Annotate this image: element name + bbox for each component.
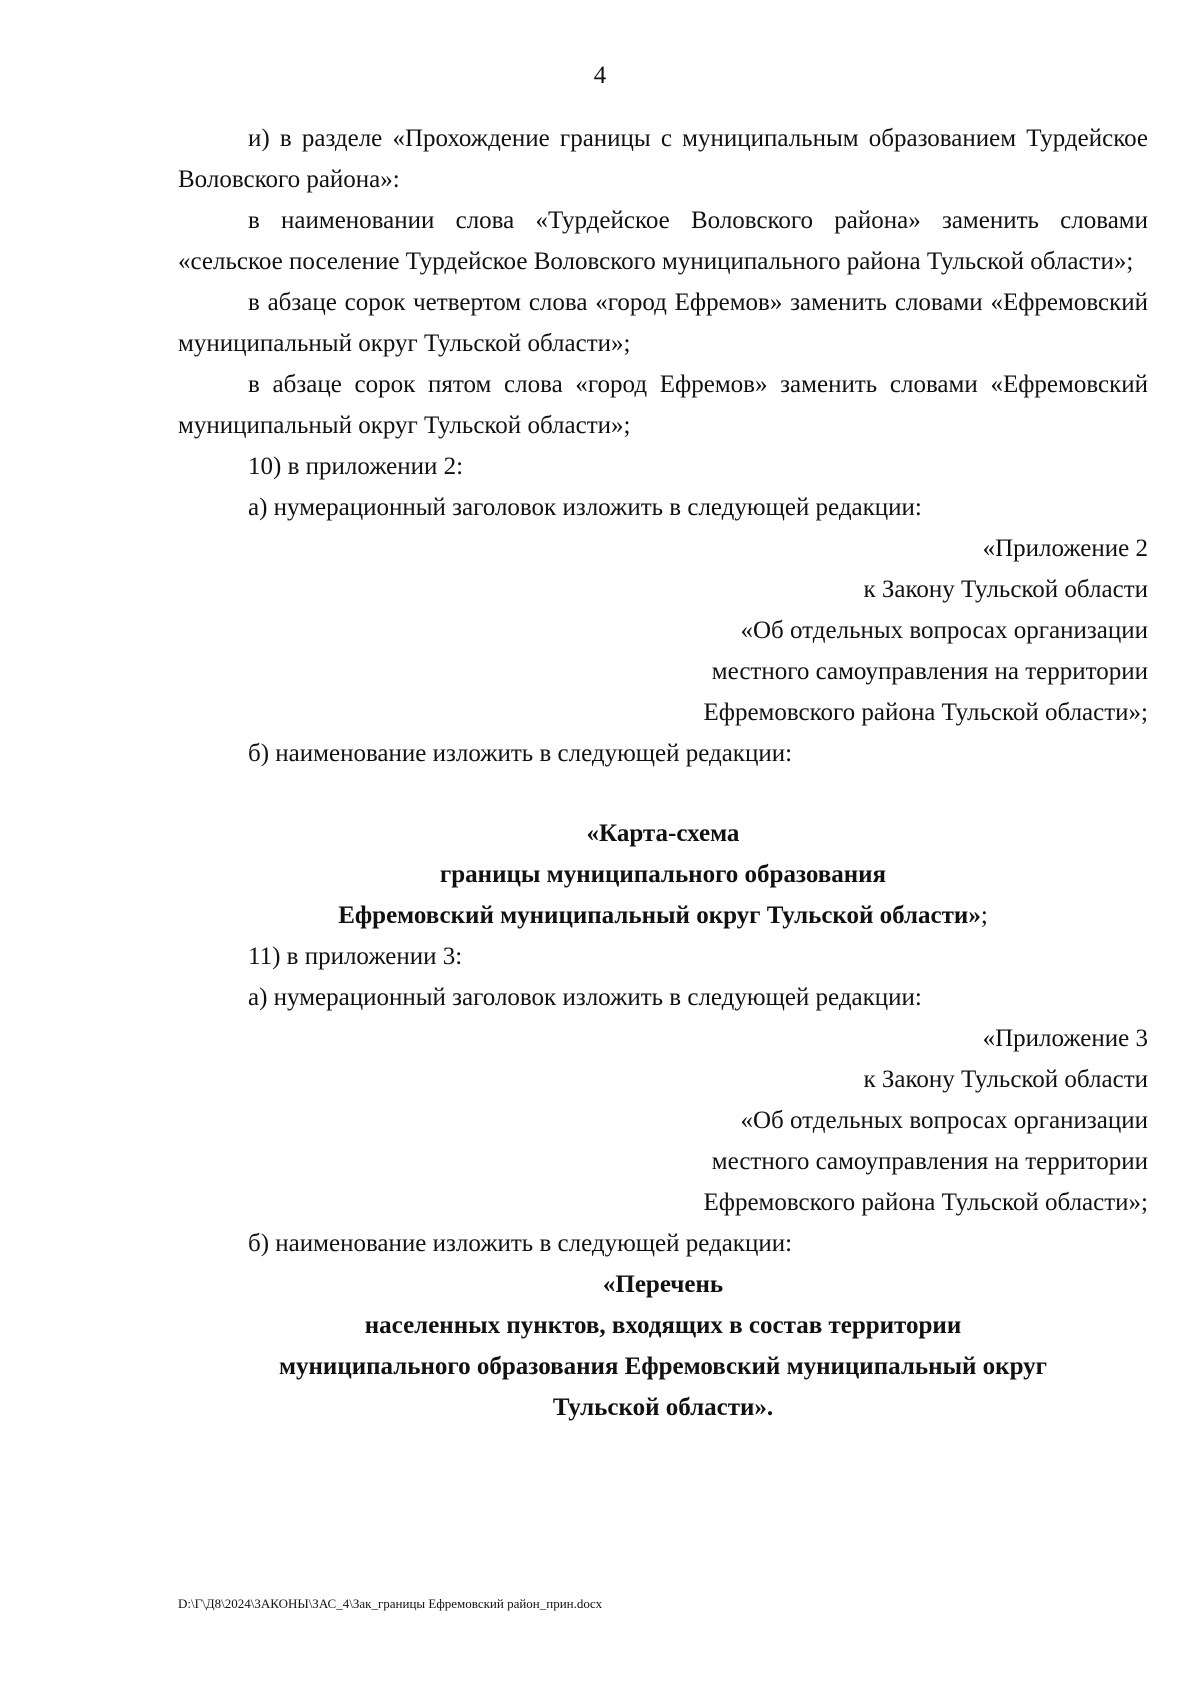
appendix-header-line: Ефремовского района Тульской области»; [703, 1189, 1148, 1216]
item-10-intro: 10) в приложении 2: [248, 453, 464, 480]
appendix-header-line: местного самоуправления на территории [711, 1148, 1148, 1175]
appendix-header-line: «Об отдельных вопросах организации [740, 1107, 1148, 1134]
item-11-a: а) нумерационный заголовок изложить в следующей редакции: [248, 984, 922, 1011]
title-line: «Перечень [602, 1271, 724, 1298]
appendix-2-title [178, 813, 1148, 936]
paragraph-item-i-name: в наименовании слова «Турдейское Воловского района» заменить словами «сельское поселение Турдейское Воловского муниципального района Тульской области»; [178, 207, 1148, 275]
appendix-2-header [178, 528, 1148, 733]
title-line: Тульской области». [552, 1394, 774, 1421]
appendix-header-line: «Приложение 2 [982, 535, 1148, 562]
appendix-header-line: к Закону Тульской области [863, 1066, 1148, 1093]
paragraph-item-i-45: в абзаце сорок пятом слова «город Ефремов» заменить словами «Ефремовский муниципальный округ Тульской области»; [178, 371, 1148, 439]
title-line: «Карта-схема [586, 820, 740, 847]
appendix-3-title [178, 1264, 1148, 1428]
appendix-header-line: к Закону Тульской области [863, 576, 1148, 603]
appendix-header-line: местного самоуправления на территории [711, 658, 1148, 685]
item-11-intro: 11) в приложении 3: [248, 943, 463, 970]
appendix-header-line: Ефремовского района Тульской области»; [703, 699, 1148, 726]
paragraph-item-i: и) в разделе «Прохождение границы с муниципальным образованием Турдейское Воловского района»: [178, 125, 1148, 193]
title-line: населенных пунктов, входящих в состав территории [364, 1312, 962, 1339]
paragraph-item-i-44: в абзаце сорок четвертом слова «город Ефремов» заменить словами «Ефремовский муниципальный округ Тульской области»; [178, 289, 1148, 357]
appendix-header-line: «Приложение 3 [982, 1025, 1148, 1052]
item-10-a: а) нумерационный заголовок изложить в следующей редакции: [248, 494, 922, 521]
appendix-header-line: «Об отдельных вопросах организации [740, 617, 1148, 644]
item-11-b: б) наименование изложить в следующей редакции: [248, 1230, 793, 1257]
title-line: муниципального образования Ефремовский муниципальный округ [278, 1353, 1047, 1380]
spacer [178, 774, 1148, 813]
title-line-last [178, 895, 1148, 936]
title-line-text: Ефремовский муниципальный округ Тульской области» [338, 902, 981, 929]
item-10-b: б) наименование изложить в следующей редакции: [248, 740, 793, 767]
appendix-3-header [178, 1018, 1148, 1223]
title-line-suffix: ; [980, 902, 988, 929]
file-path-footer: D:\Г\Д8\2024\ЗАКОНЫ\ЗАС_4\Зак_границы Ефремовский район_прин.docx [178, 1596, 603, 1611]
document-body [178, 118, 1148, 1428]
page-number: 4 [593, 62, 607, 89]
title-line: границы муниципального образования [439, 861, 887, 888]
